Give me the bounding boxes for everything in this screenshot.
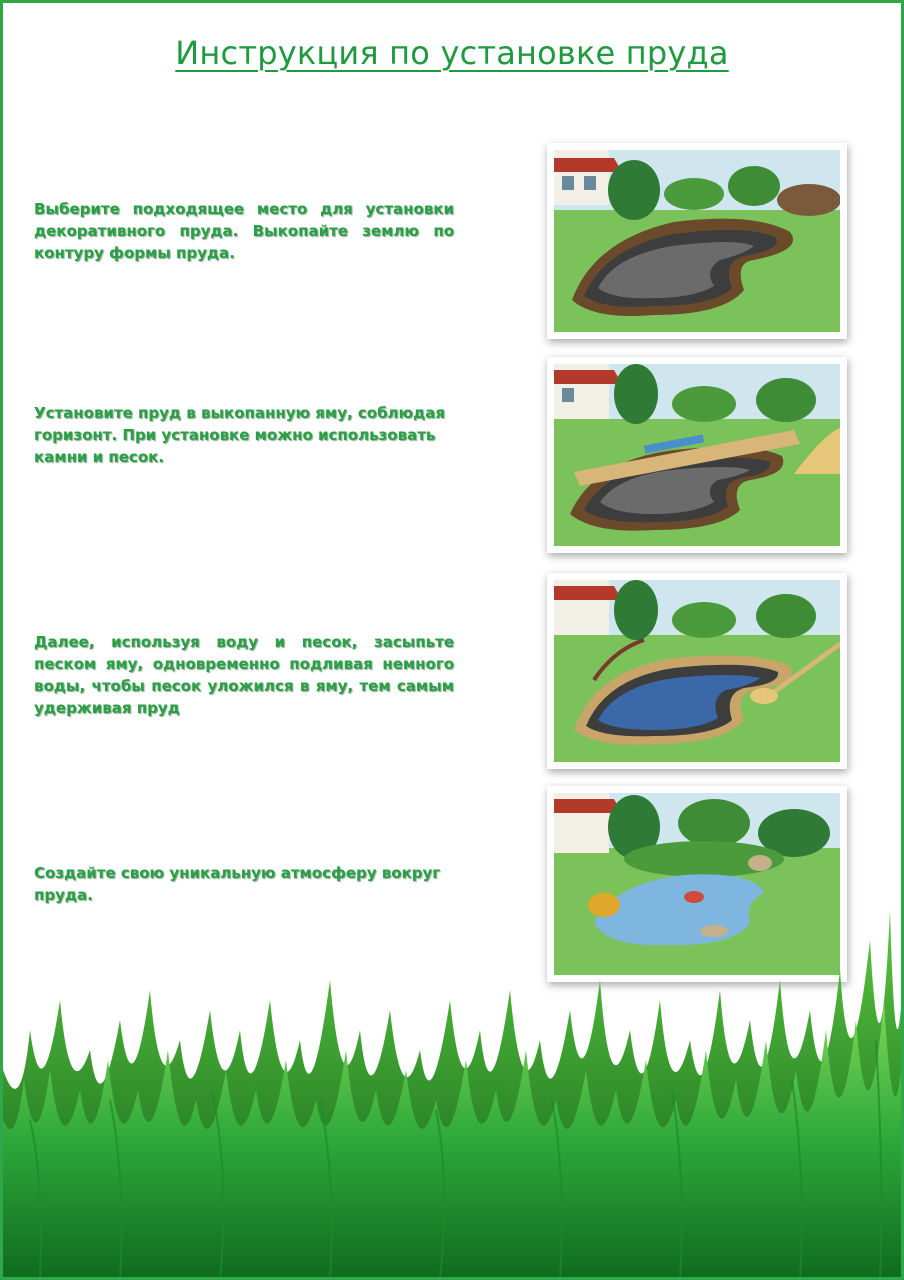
step-2-image [547, 357, 847, 553]
step-4-text: Создайте свою уникальную атмосферу вокруг пруда. [34, 864, 441, 904]
step-2-text: Установите пруд в выкопанную яму, соблюдая горизонт. При установке можно использовать камни и песок. [34, 404, 445, 466]
grass-decoration [0, 880, 904, 1280]
step-3-text: Далее, используя воду и песок, засыпьте песком яму, одновременно подливая немного воды, чтобы песок уложился в яму, тем самым удерживая пруд [34, 633, 454, 717]
page-title: Инструкция по установке пруда [175, 34, 729, 72]
step-1-image [547, 143, 847, 339]
step-3-image [547, 573, 847, 769]
step-1-text: Выберите подходящее место для установки декоративного пруда. Выкопайте землю по контуру формы пруда. [34, 200, 454, 262]
